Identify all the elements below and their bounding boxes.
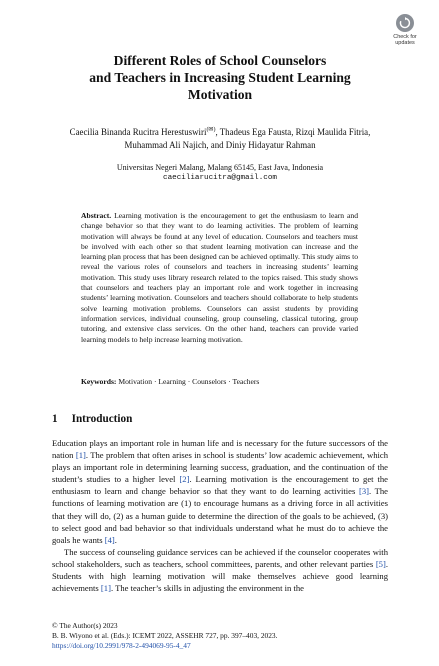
section-number: 1	[52, 413, 58, 425]
abstract-label: Abstract.	[81, 211, 112, 220]
paragraph: The success of counseling guidance services can be achieved if the counselor cooperates with school stakeholders, such as teachers, school committees, parents, and other relevant parties [5]. Students with high learning motivation will make themselves achieve good learning achievements [1]. The teacher’s skills in adjusting the environment in the	[52, 546, 388, 594]
section-heading	[52, 413, 132, 425]
check-for-updates-badge[interactable]	[392, 14, 418, 56]
author-line: Caecilia Binanda Rucitra Herestuswiri(✉), Thadeus Ega Fausta, Rizqi Maulida Fitria,	[69, 126, 371, 137]
title-line: Motivation	[187, 87, 253, 102]
keywords-label: Keywords:	[81, 377, 117, 386]
paragraph: Education plays an important role in human life and is necessary for the future successors of the nation [1]. The problem that often arises in school is students’ low academic achievement, which plays an important role in determining learning success, graduation, and the continuation of the student’s studies to a higher level [2]. Learning motivation is the encouragement to get the enthusiasm to learn and change behavior so that they want to do learning activities [3]. The functions of learning motivation are (1) to encourage humans as a driving force in all activities that they will do, (2) as a human guide to determine the direction of the goals to be achieved, (3) to select good and bad behavior so that individuals understand what he must do to achieve the goals he wants [4].	[52, 438, 388, 545]
body-text	[52, 437, 388, 594]
keywords-text: Motivation · Learning · Counselors · Teachers	[118, 377, 260, 386]
author-list	[45, 124, 395, 153]
author-line: Muhammad Ali Najich, and Diniy Hidayatur Rahman	[124, 140, 316, 151]
affiliation	[45, 162, 395, 184]
abstract-text: Learning motivation is the encouragement to get the enthusiasm to learn and change behavior so that they want to do learning activities. The problem of learning motivation will always be found at any level of education. Counselors and teachers must be involved with each other so that student learning motivation can increase and the learning plan process that has been designed can be achieved optimally. This study aims to reveal the various roles of counselors and teachers in increasing students’ learning motivation. This study uses library research related to the topics raised. This study shows that counselors and teachers play an important role and work together in increasing students’ learning motivation. Counselors and teachers should collaborate to help students solve learning motivation problems. Counselors can assist students by providing information services, individual counseling, group counseling, classical tutoring, group tutoring, and extensive class services. On the other hand, teachers can provide varied learning models to help increase learning motivation.	[81, 211, 358, 344]
copyright-notice: © The Author(s) 2023	[52, 621, 118, 630]
abstract	[81, 211, 358, 345]
badge-label: Check for updates	[393, 34, 417, 46]
corresponding-author-mark[interactable]: (✉)	[206, 127, 216, 133]
citation-link[interactable]: [5]	[375, 558, 386, 569]
author-email[interactable]: caeciliarucitra@gmail.com	[163, 174, 277, 182]
doi-link[interactable]: https://doi.org/10.2991/978-2-494069-95-4_47	[52, 640, 191, 650]
proceedings-citation: B. B. Wiyono et al. (Eds.): ICEMT 2022, ASSEHR 727, pp. 397–403, 2023.	[52, 630, 278, 640]
institution: Universitas Negeri Malang, Malang 65145, East Java, Indonesia	[116, 163, 324, 172]
citation-link[interactable]: [3]	[358, 486, 369, 497]
title-line: and Teachers in Increasing Student Learning	[89, 70, 351, 85]
citation-link[interactable]: [4]	[104, 534, 115, 545]
citation-link[interactable]: [1]	[75, 450, 86, 461]
page-footer	[52, 621, 392, 650]
title-line: Different Roles of School Counselors	[113, 53, 327, 68]
section-title: Introduction	[71, 413, 133, 425]
refresh-icon	[396, 14, 414, 32]
paper-title	[60, 52, 380, 103]
citation-link[interactable]: [1]	[100, 583, 111, 594]
citation-link[interactable]: [2]	[179, 474, 190, 485]
keywords	[81, 377, 358, 387]
